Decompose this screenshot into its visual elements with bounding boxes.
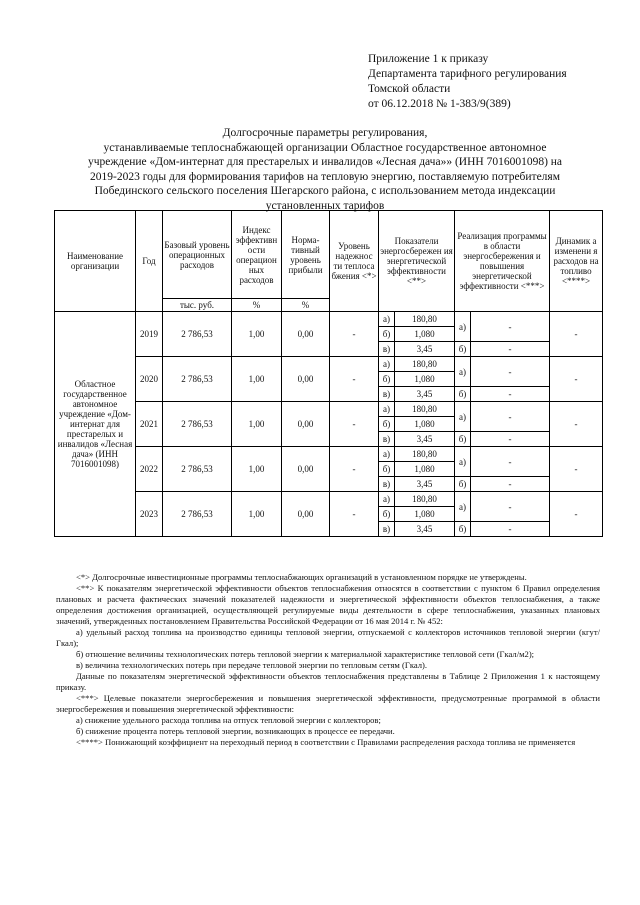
- energy-label-a: а): [379, 312, 395, 327]
- energy-value-c: 3,45: [395, 342, 455, 357]
- program-value-a: -: [471, 402, 550, 432]
- program-value-a: -: [471, 447, 550, 477]
- fuel-dynamics-cell: -: [550, 402, 603, 447]
- year-cell: 2019: [136, 312, 163, 357]
- energy-label-a: а): [379, 492, 395, 507]
- year-cell: 2022: [136, 447, 163, 492]
- order-header: [368, 52, 567, 112]
- energy-value-a: 180,80: [395, 312, 455, 327]
- efficiency-index-cell: 1,00: [232, 447, 282, 492]
- energy-label-a: а): [379, 357, 395, 372]
- footnote-item: а) удельный расход топлива на производство единицы тепловой энергии, отпускаемой с коллекторов источников тепловой энергии (кгут/Гкал);: [56, 627, 600, 648]
- title-line: учреждение «Дом-интернат для престарелых и инвалидов «Лесная дача»» (ИНН 7016001098) на: [87, 156, 563, 168]
- normative-profit-cell: 0,00: [282, 357, 330, 402]
- program-label-a: а): [455, 312, 471, 342]
- energy-label-c: в): [379, 387, 395, 402]
- program-label-b: б): [455, 522, 471, 537]
- footnotes: [56, 572, 600, 748]
- title-line: 2019-2023 годы для формирования тарифов на тепловую энергию, поставляемую потребителям: [89, 170, 560, 183]
- fuel-dynamics-cell: -: [550, 357, 603, 402]
- energy-label-b: б): [379, 417, 395, 432]
- energy-label-b: б): [379, 507, 395, 522]
- header-year: Год: [136, 211, 163, 312]
- table-row: [55, 312, 603, 327]
- program-label-a: а): [455, 357, 471, 387]
- document-title: [60, 126, 590, 213]
- energy-value-a: 180,80: [395, 357, 455, 372]
- program-value-b: -: [471, 432, 550, 447]
- base-costs-cell: 2 786,53: [163, 447, 232, 492]
- header-program-implementation: Реализация программы в области энергосбережения и повышения энергетической эффективности <***>: [455, 211, 550, 312]
- energy-label-a: а): [379, 402, 395, 417]
- energy-label-b: б): [379, 327, 395, 342]
- efficiency-index-cell: 1,00: [232, 492, 282, 537]
- header-line: от 06.12.2018 № 1-383/9(389): [368, 98, 511, 110]
- footnote: <***> Целевые показатели энергосбережения и повышения энергетической эффективности, предусмотренные программой в области энергосбережения и повышения энергетической эффективности:: [56, 693, 600, 714]
- fuel-dynamics-cell: -: [550, 447, 603, 492]
- energy-label-c: в): [379, 477, 395, 492]
- footnote: <*> Долгосрочные инвестиционные программы теплоснабжающих организаций в установленном порядке не утверждены.: [76, 572, 527, 582]
- year-cell: 2023: [136, 492, 163, 537]
- program-value-a: -: [471, 357, 550, 387]
- base-costs-cell: 2 786,53: [163, 357, 232, 402]
- program-value-b: -: [471, 387, 550, 402]
- energy-value-b: 1,080: [395, 372, 455, 387]
- energy-value-b: 1,080: [395, 507, 455, 522]
- header-fuel-dynamics: Динамик а изменени я расходов на топливо <****>: [550, 211, 603, 312]
- energy-value-c: 3,45: [395, 477, 455, 492]
- fuel-dynamics-cell: -: [550, 492, 603, 537]
- title-line: устанавливаемые теплоснабжающей организации Областное государственное автономное: [103, 141, 547, 154]
- table-row: [55, 447, 603, 462]
- energy-label-b: б): [379, 462, 395, 477]
- energy-value-a: 180,80: [395, 447, 455, 462]
- footnote: Данные по показателям энергетической эффективности объектов теплоснабжения представлены в Таблице 2 Приложения 1 к настоящему приказу.: [56, 671, 600, 692]
- table-row: [55, 357, 603, 372]
- program-label-b: б): [455, 342, 471, 357]
- normative-profit-cell: 0,00: [282, 402, 330, 447]
- energy-label-c: в): [379, 342, 395, 357]
- unit-base: тыс. руб.: [163, 299, 232, 312]
- footnote-item: в) величина технологических потерь при передаче тепловой энергии по тепловым сетям (Гкал).: [76, 660, 428, 670]
- footnote: <**> К показателям энергетической эффективности объектов теплоснабжения относятся в соответствии с пунктом 6 Правил определения плановых и расчета фактических значений показателей надежности и энергетической эффективности объектов теплоснабжения, а также определения достижения организацией, осуществляющей регулируемые виды деятельности в сфере теплоснабжения, указанных плановых значений, утвержденных постановлением Правительства Российской Федерации от 16 мая 2014 г. № 452:: [56, 583, 600, 626]
- program-value-a: -: [471, 492, 550, 522]
- header-reliability: Уровень надежнос ти теплоса бжения <*>: [330, 211, 379, 312]
- footnote: <****> Понижающий коэффициент на переходный период в соответствии с Правилами распределения расхода топлива не применяется: [76, 737, 576, 747]
- program-label-a: а): [455, 447, 471, 477]
- base-costs-cell: 2 786,53: [163, 312, 232, 357]
- base-costs-cell: 2 786,53: [163, 492, 232, 537]
- normative-profit-cell: 0,00: [282, 492, 330, 537]
- reliability-cell: -: [330, 447, 379, 492]
- energy-value-c: 3,45: [395, 522, 455, 537]
- unit-index: %: [232, 299, 282, 312]
- energy-label-a: а): [379, 447, 395, 462]
- title-line: установленных тарифов: [265, 199, 385, 212]
- year-cell: 2020: [136, 357, 163, 402]
- energy-value-b: 1,080: [395, 327, 455, 342]
- efficiency-index-cell: 1,00: [232, 357, 282, 402]
- energy-label-b: б): [379, 372, 395, 387]
- program-value-b: -: [471, 477, 550, 492]
- reliability-cell: -: [330, 312, 379, 357]
- fuel-dynamics-cell: -: [550, 312, 603, 357]
- normative-profit-cell: 0,00: [282, 312, 330, 357]
- header-normative-profit: Норма- тивный уровень прибыли: [282, 211, 330, 299]
- header-org-name: Наименование организации: [55, 211, 136, 312]
- base-costs-cell: 2 786,53: [163, 402, 232, 447]
- footnote-item: б) отношение величины технологических потерь тепловой энергии к материальной характеристике тепловой сети (Гкал/м2);: [76, 649, 535, 659]
- title-line: Побединского сельского поселения Шегарского района, с использованием метода индексации: [94, 185, 556, 197]
- energy-value-a: 180,80: [395, 492, 455, 507]
- energy-label-c: в): [379, 432, 395, 447]
- footnote-item: б) снижение процента потерь тепловой энергии, возникающих в процессе ее передачи.: [76, 726, 395, 736]
- header-line: Приложение 1 к приказу: [368, 53, 489, 65]
- energy-value-b: 1,080: [395, 417, 455, 432]
- header-base-costs: Базовый уровень операционных расходов: [163, 211, 232, 299]
- reliability-cell: -: [330, 357, 379, 402]
- energy-value-c: 3,45: [395, 387, 455, 402]
- program-value-a: -: [471, 312, 550, 342]
- title-line: Долгосрочные параметры регулирования,: [222, 127, 428, 139]
- header-line: Департамента тарифного регулирования: [368, 68, 567, 80]
- program-value-b: -: [471, 522, 550, 537]
- table-row: [55, 402, 603, 417]
- year-cell: 2021: [136, 402, 163, 447]
- org-name-cell: Областное государственное автономное учреждение «Дом-интернат для престарелых и инвалидов «Лесная дача» (ИНН 7016001098): [55, 312, 136, 537]
- reliability-cell: -: [330, 492, 379, 537]
- program-label-b: б): [455, 477, 471, 492]
- program-label-b: б): [455, 432, 471, 447]
- program-value-b: -: [471, 342, 550, 357]
- efficiency-index-cell: 1,00: [232, 402, 282, 447]
- energy-value-c: 3,45: [395, 432, 455, 447]
- program-label-a: а): [455, 402, 471, 432]
- header-energy-efficiency: Показатели энергосбережен ия энергетической эффективности <**>: [379, 211, 455, 312]
- reliability-cell: -: [330, 402, 379, 447]
- energy-label-c: в): [379, 522, 395, 537]
- program-label-b: б): [455, 387, 471, 402]
- footnote-item: а) снижение удельного расхода топлива на отпуск тепловой энергии с коллекторов;: [76, 715, 381, 725]
- parameters-table: [54, 210, 603, 537]
- header-line: Томской области: [368, 83, 451, 95]
- program-label-a: а): [455, 492, 471, 522]
- efficiency-index-cell: 1,00: [232, 312, 282, 357]
- header-efficiency-index: Индекс эффективн ости операцион ных расходов: [232, 211, 282, 299]
- energy-value-a: 180,80: [395, 402, 455, 417]
- normative-profit-cell: 0,00: [282, 447, 330, 492]
- table-row: [55, 492, 603, 507]
- unit-norm: %: [282, 299, 330, 312]
- energy-value-b: 1,080: [395, 462, 455, 477]
